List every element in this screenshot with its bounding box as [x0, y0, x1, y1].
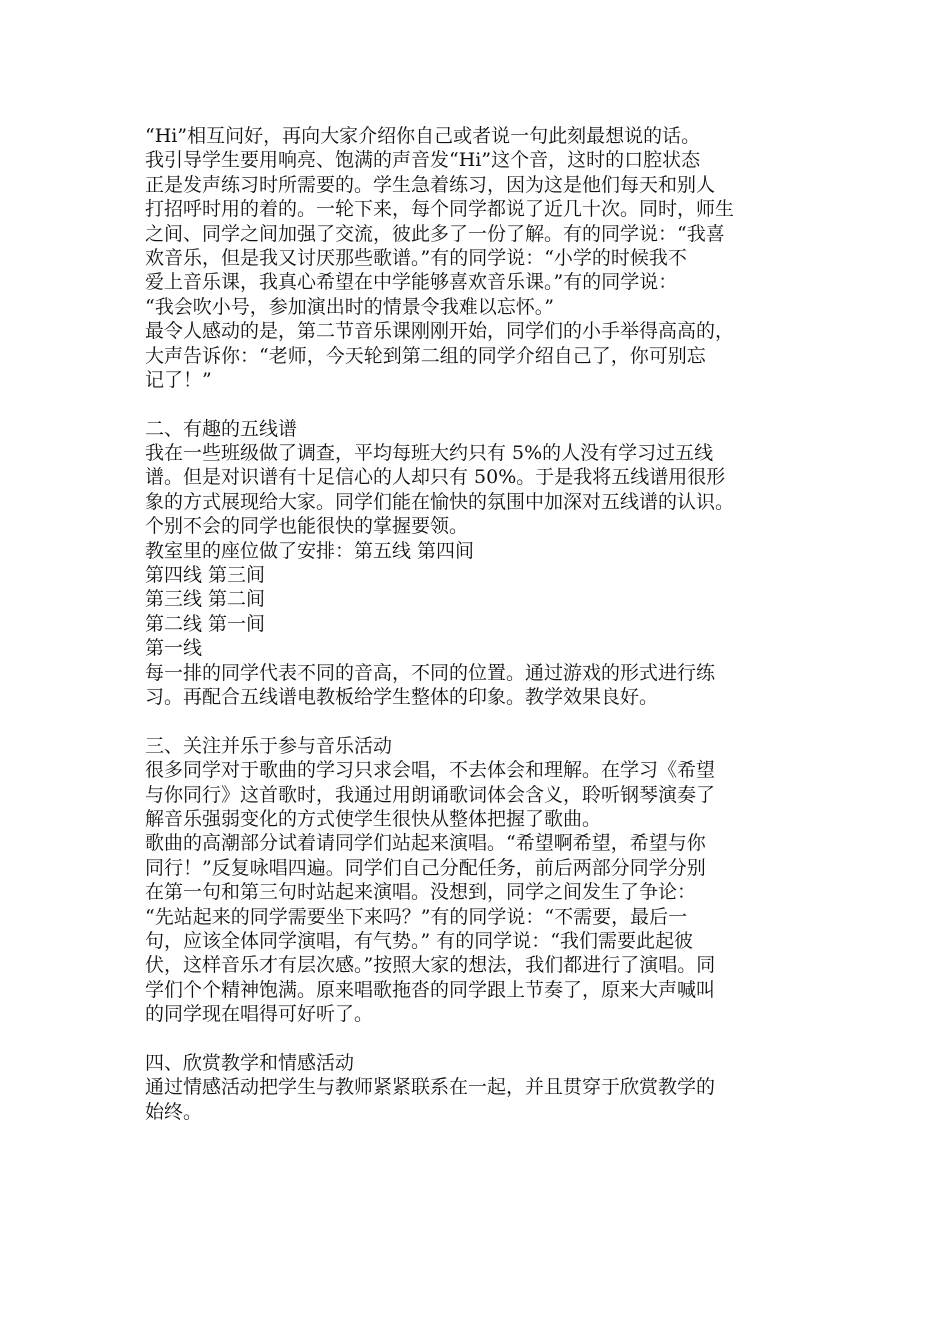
paragraph-line: 同行！”反复咏唱四遍。同学们自己分配任务，前后两部分同学分别	[145, 856, 706, 879]
paragraph-line: 记了！”	[145, 368, 212, 391]
paragraph-line: 爱上音乐课，我真心希望在中学能够喜欢音乐课。”有的同学说：	[145, 271, 678, 294]
paragraph-line: 打招呼时用的着的。一轮下来，每个同学都说了近几十次。同时，师生	[145, 198, 735, 221]
paragraph-line: 教室里的座位做了安排：第五线 第四间	[145, 539, 475, 562]
paragraph-line: “先站起来的同学需要坐下来吗？”有的同学说：“不需要，最后一	[145, 905, 688, 928]
paragraph-line: 在第一句和第三句时站起来演唱。没想到，同学之间发生了争论：	[145, 881, 697, 904]
paragraph-line: 大声告诉你：“老师，今天轮到第二组的同学介绍自己了，你可别忘	[145, 344, 706, 367]
section-heading: 三、关注并乐于参与音乐活动	[145, 734, 393, 757]
section-participation	[145, 734, 820, 1027]
paragraph-line: 很多同学对于歌曲的学习只求会唱，不去体会和理解。在学习《希望	[145, 759, 716, 782]
paragraph-line: 之间、同学之间加强了交流，彼此多了一份了解。有的同学说：“我喜	[145, 222, 725, 245]
paragraph-line: 我引导学生要用响亮、饱满的声音发“Hi”这个音，这时的口腔状态	[145, 149, 701, 172]
section-staff	[145, 417, 820, 710]
section-heading: 二、有趣的五线谱	[145, 417, 298, 440]
paragraph-line: 与你同行》这首歌时，我通过用朗诵歌词体会含义，聆听钢琴演奏了	[145, 783, 716, 806]
paragraph-line: 第一线	[145, 637, 203, 660]
paragraph-line: 第四线 第三间	[145, 564, 266, 587]
paragraph-line: 个别不会的同学也能很快的掌握要领。	[145, 515, 469, 538]
paragraph-line: 学们个个精神饱满。原来唱歌拖沓的同学跟上节奏了，原来大声喊叫	[145, 978, 716, 1001]
paragraph-line: 第三线 第二间	[145, 588, 266, 611]
paragraph-line: 的同学现在唱得可好听了。	[145, 1003, 374, 1026]
paragraph-line: 正是发声练习时所需要的。学生急着练习，因为这是他们每天和别人	[145, 173, 716, 196]
paragraph-line: 欢音乐，但是我又讨厌那些歌谱。”有的同学说：“小学的时候我不	[145, 246, 687, 269]
paragraph-line: 我在一些班级做了调查，平均每班大约只有 5%的人没有学习过五线	[145, 442, 714, 465]
paragraph-line: 句，应该全体同学演唱，有气势。” 有的同学说：“我们需要此起彼	[145, 929, 693, 952]
paragraph-line: 谱。但是对识谱有十足信心的人却只有 50%。于是我将五线谱用很形	[145, 466, 726, 489]
section-intro	[145, 124, 820, 392]
paragraph-line: “Hi”相互问好，再向大家介绍你自己或者说一句此刻最想说的话。	[145, 125, 701, 147]
paragraph-line: 解音乐强弱变化的方式使学生很快从整体把握了歌曲。	[145, 807, 602, 830]
paragraph-line: 通过情感活动把学生与教师紧紧联系在一起，并且贯穿于欣赏教学的	[145, 1076, 716, 1099]
section-gap	[145, 709, 820, 733]
paragraph-line: “我会吹小号，参加演出时的情景令我难以忘怀。”	[145, 295, 554, 318]
section-appreciation	[145, 1051, 820, 1124]
paragraph-line: 最令人感动的是，第二节音乐课刚刚开始，同学们的小手举得高高的，	[145, 320, 735, 343]
document-page	[145, 124, 820, 1124]
paragraph-line: 伏，这样音乐才有层次感。”按照大家的想法，我们都进行了演唱。同	[145, 954, 716, 977]
paragraph-line: 习。再配合五线谱电教板给学生整体的印象。教学效果良好。	[145, 685, 659, 708]
section-gap	[145, 1026, 820, 1050]
paragraph-line: 歌曲的高潮部分试着请同学们站起来演唱。“希望啊希望，希望与你	[145, 832, 706, 855]
section-heading: 四、欣赏教学和情感活动	[145, 1051, 355, 1074]
paragraph-line: 象的方式展现给大家。同学们能在愉快的氛围中加深对五线谱的认识。	[145, 490, 735, 513]
paragraph-line: 第二线 第一间	[145, 612, 266, 635]
paragraph-line: 始终。	[145, 1100, 203, 1123]
section-gap	[145, 392, 820, 416]
paragraph-line: 每一排的同学代表不同的音高，不同的位置。通过游戏的形式进行练	[145, 661, 716, 684]
